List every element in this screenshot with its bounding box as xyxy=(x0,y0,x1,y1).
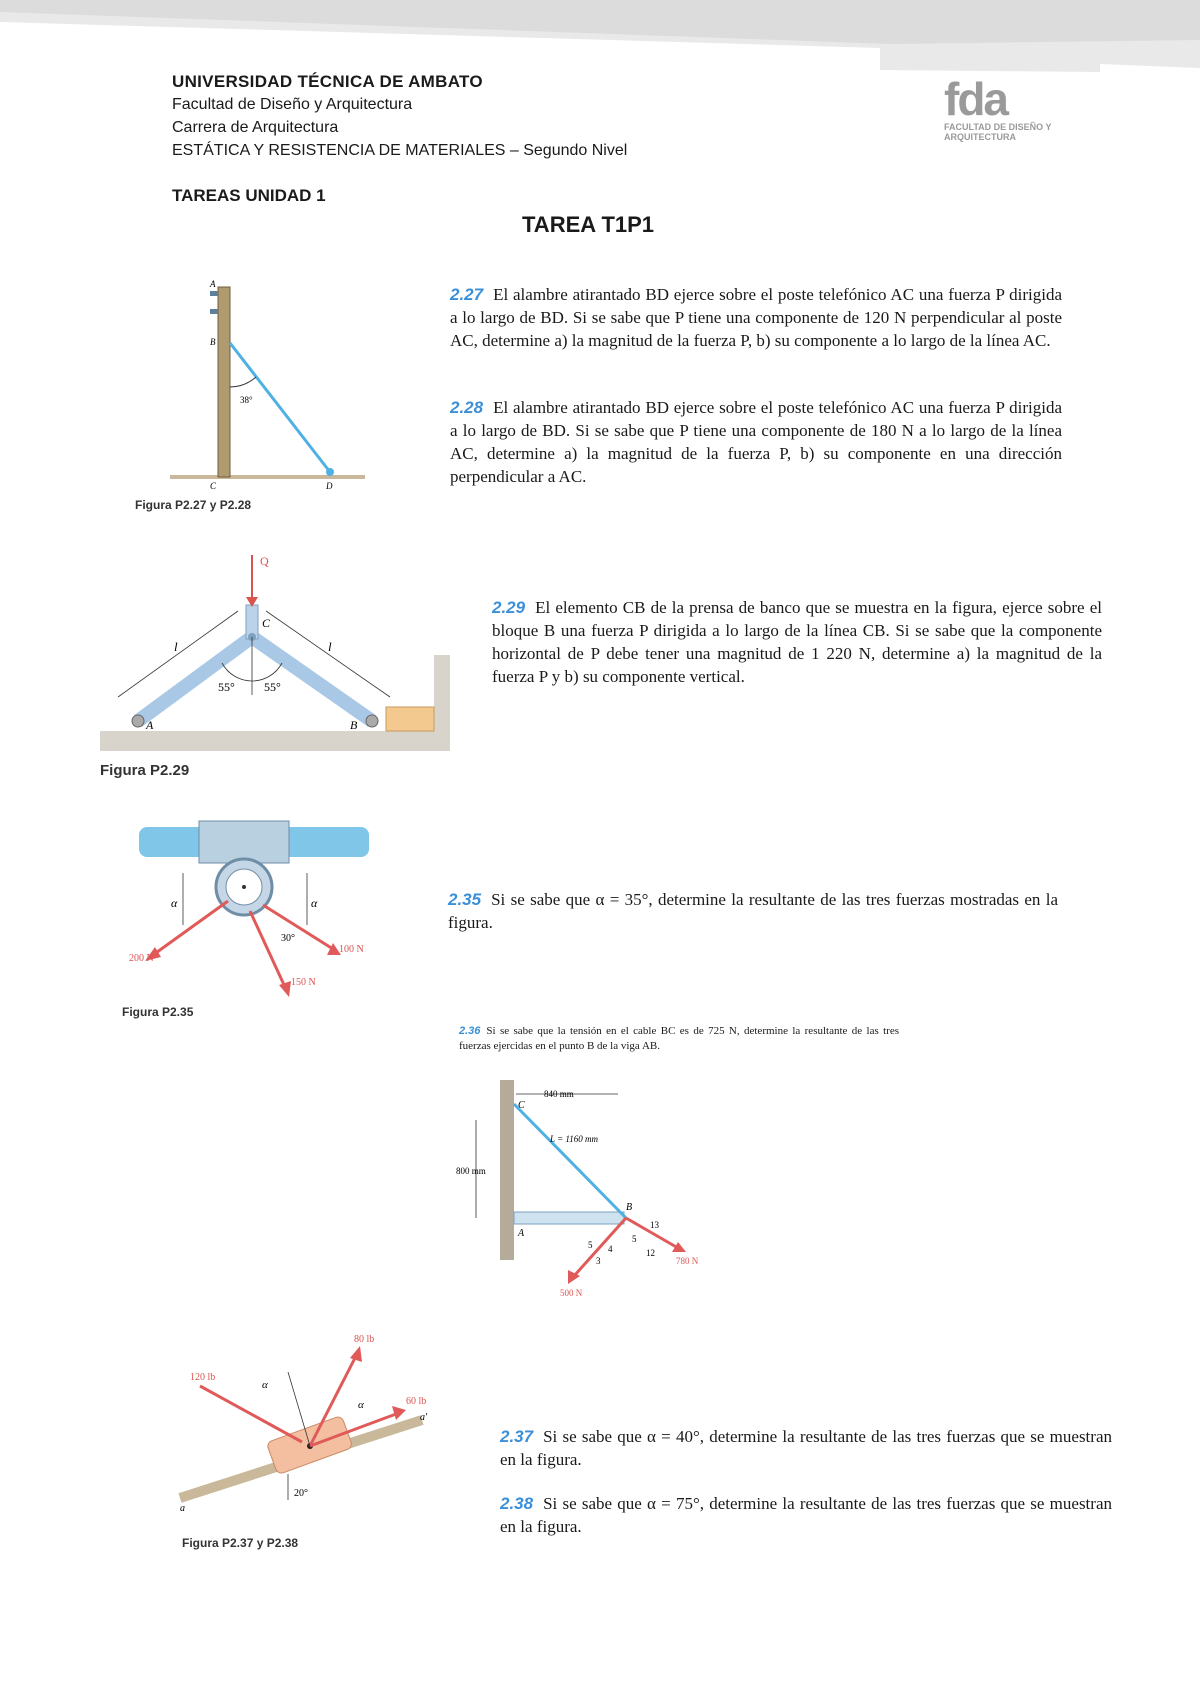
task-title: TAREA T1P1 xyxy=(522,212,655,237)
problem-2-36 xyxy=(459,1024,899,1054)
label-b: B xyxy=(210,337,216,347)
angle-right: 55° xyxy=(264,680,281,694)
figure-p2-37 xyxy=(170,1328,460,1518)
problem-text: Si se sabe que α = 35°, determine la resultante de las tres fuerzas mostradas en la figura. xyxy=(448,890,1058,932)
problem-2-38 xyxy=(500,1492,1112,1538)
problem-text: El alambre atirantado BD ejerce sobre el poste telefónico AC una fuerza P dirigida a lo largo de BD. Si se sabe que P tiene una componente de 120 N perpendicular al poste AC, determine a) la magnitud de la fuerza P, b) su componente a lo largo de la línea AC. xyxy=(450,285,1062,350)
label-a: A xyxy=(518,1228,525,1239)
force-150: 150 N xyxy=(291,977,316,988)
career-name: Carrera de Arquitectura xyxy=(172,119,339,136)
faculty-name: Facultad de Diseño y Arquitectura xyxy=(172,96,413,113)
problem-number: 2.35 xyxy=(448,890,482,909)
university-name: UNIVERSIDAD TÉCNICA DE AMBATO xyxy=(172,72,483,91)
alpha-right: α xyxy=(358,1399,364,1411)
label-c: C xyxy=(210,481,217,490)
force-60: 60 lb xyxy=(406,1396,427,1407)
figure-p2-27-caption: Figura P2.27 y P2.28 xyxy=(135,498,252,512)
slope-5b: 5 xyxy=(632,1234,637,1244)
dim-vertical: 800 mm xyxy=(456,1166,486,1176)
figure-p2-29-caption: Figura P2.29 xyxy=(100,762,190,779)
label-q: Q xyxy=(260,554,269,568)
label-b: B xyxy=(626,1202,633,1213)
problem-2-35 xyxy=(448,888,1058,934)
logo-subtext: FACULTAD DE DISEÑO Y ARQUITECTURA xyxy=(944,122,1052,142)
problem-2-29 xyxy=(492,596,1102,688)
problem-number: 2.36 xyxy=(459,1025,481,1037)
unit-title: TAREAS UNIDAD 1 xyxy=(172,186,326,205)
label-b: B xyxy=(350,718,358,732)
logo-mark: fda xyxy=(944,73,1007,125)
label-c: C xyxy=(262,616,271,630)
label-c: C xyxy=(518,1100,525,1111)
slope-5a: 5 xyxy=(588,1240,593,1250)
problem-2-37 xyxy=(500,1425,1112,1471)
figure-p2-35 xyxy=(125,815,385,1000)
problem-2-27 xyxy=(450,283,1062,352)
problem-number: 2.37 xyxy=(500,1427,534,1446)
problem-text: El alambre atirantado BD ejerce sobre el poste telefónico AC una fuerza P dirigida a lo largo de BD. Si se sabe que P tiene una componente de 180 N a lo largo de la línea AC, determine a) la magnitud de la fuerza P, b) su componente en una dirección perpendicular a AC. xyxy=(450,398,1062,486)
angle-20: 20° xyxy=(294,1488,308,1499)
angle-left: 55° xyxy=(218,680,235,694)
force-80: 80 lb xyxy=(354,1334,375,1345)
figure-p2-37-caption: Figura P2.37 y P2.38 xyxy=(182,1536,299,1550)
force-200: 200 N xyxy=(129,953,154,964)
label-d: D xyxy=(326,481,333,490)
problem-text: Si se sabe que α = 40°, determine la resultante de las tres fuerzas que se muestran en la figura. xyxy=(500,1427,1112,1469)
label-a: A xyxy=(210,279,216,289)
force-500: 500 N xyxy=(560,1288,583,1298)
label-a: a xyxy=(180,1503,185,1514)
slope-13: 13 xyxy=(650,1220,659,1230)
faculty-logo xyxy=(944,73,1064,142)
label-a-prime: a' xyxy=(420,1412,428,1423)
label-a: A xyxy=(146,718,154,732)
figure-p2-27 xyxy=(170,275,370,490)
slope-12: 12 xyxy=(646,1248,655,1258)
force-120: 120 lb xyxy=(190,1372,216,1383)
slope-3: 3 xyxy=(596,1256,601,1266)
course-name: ESTÁTICA Y RESISTENCIA DE MATERIALES – Segundo Nivel xyxy=(172,142,628,159)
angle-30: 30° xyxy=(281,933,295,944)
figure-p2-36 xyxy=(450,1080,720,1300)
alpha-left: α xyxy=(262,1379,268,1391)
dim-horizontal: 840 mm xyxy=(544,1089,574,1099)
alpha-left: α xyxy=(171,896,178,910)
problem-text: Si se sabe que α = 75°, determine la resultante de las tres fuerzas que se muestran en la figura. xyxy=(500,1494,1112,1536)
problem-number: 2.38 xyxy=(500,1494,534,1513)
force-780: 780 N xyxy=(676,1256,699,1266)
figure-p2-35-caption: Figura P2.35 xyxy=(122,1005,194,1019)
figure-p2-29 xyxy=(100,545,455,755)
label-l1: l xyxy=(174,639,178,654)
cable-length: L = 1160 mm xyxy=(550,1134,598,1144)
problem-number: 2.28 xyxy=(450,398,484,417)
alpha-right: α xyxy=(311,896,318,910)
problem-text: El elemento CB de la prensa de banco que se muestra en la figura, ejerce sobre el bloque B una fuerza P dirigida a lo largo de la línea CB. Si se sabe que la componente horizontal de P debe tener una magnitud de 1 220 N, determine a) la magnitud de la fuerza P y b) su componente vertical. xyxy=(492,598,1102,686)
label-l2: l xyxy=(328,639,332,654)
angle-label: 38° xyxy=(240,395,253,405)
slope-4: 4 xyxy=(608,1244,613,1254)
problem-number: 2.29 xyxy=(492,598,526,617)
force-100: 100 N xyxy=(339,944,364,955)
problem-number: 2.27 xyxy=(450,285,484,304)
problem-text: Si se sabe que la tensión en el cable BC es de 725 N, determine la resultante de las tres fuerzas ejercidas en el punto B de la viga AB. xyxy=(459,1025,899,1052)
problem-2-28 xyxy=(450,396,1062,488)
header-band xyxy=(0,0,1200,80)
